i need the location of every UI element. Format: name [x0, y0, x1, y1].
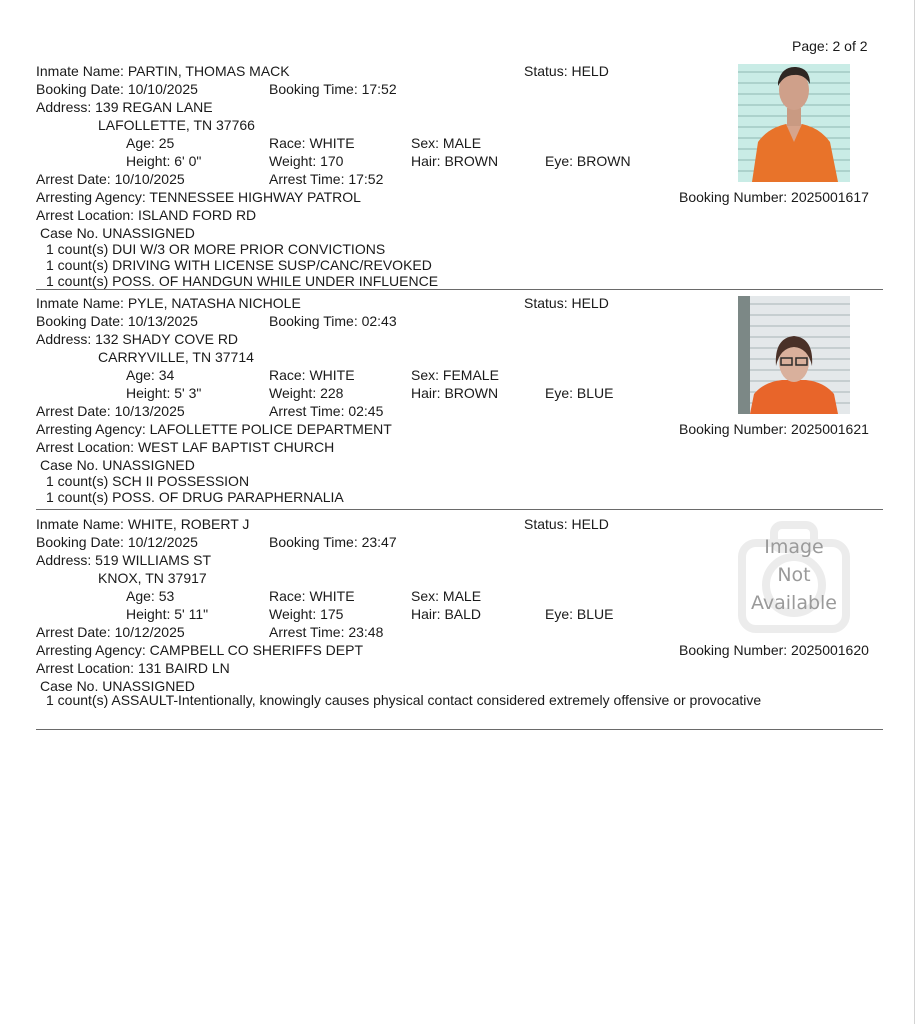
status: Status: HELD — [524, 516, 609, 532]
sex: Sex: MALE — [411, 588, 482, 604]
race: Race: WHITE — [269, 588, 355, 604]
inmate-name: Inmate Name: WHITE, ROBERT J — [36, 516, 250, 532]
arrest-location: Arrest Location: 131 BAIRD LN — [36, 660, 230, 676]
age: Age: 53 — [126, 588, 175, 604]
placeholder-text: Image — [764, 536, 824, 558]
charge: 1 count(s) SCH II POSSESSION — [46, 473, 250, 489]
address-line1: Address: 132 SHADY COVE RD — [36, 331, 239, 347]
booking-time: Booking Time: 23:47 — [269, 534, 397, 550]
booking-number: Booking Number: 2025001621 — [679, 421, 869, 437]
image-not-available-placeholder — [738, 517, 850, 635]
arresting-agency: Arresting Agency: TENNESSEE HIGHWAY PATROL — [36, 189, 361, 205]
race: Race: WHITE — [269, 367, 355, 383]
placeholder-text: Not — [777, 564, 811, 586]
sex: Sex: FEMALE — [411, 367, 499, 383]
height: Height: 5' 3" — [126, 385, 202, 401]
charge: 1 count(s) POSS. OF DRUG PARAPHERNALIA — [46, 489, 344, 505]
booking-number: Booking Number: 2025001620 — [679, 642, 869, 658]
arrest-time: Arrest Time: 17:52 — [269, 171, 384, 187]
status: Status: HELD — [524, 295, 609, 311]
hair: Hair: BROWN — [411, 153, 499, 169]
placeholder-text: Available — [750, 592, 837, 614]
address-line1: Address: 519 WILLIAMS ST — [36, 552, 212, 568]
age: Age: 25 — [126, 135, 175, 151]
arrest-time: Arrest Time: 23:48 — [269, 624, 384, 640]
arrest-time: Arrest Time: 02:45 — [269, 403, 384, 419]
charge: 1 count(s) DUI W/3 OR MORE PRIOR CONVICTIONS — [46, 241, 386, 257]
booking-date: Booking Date: 10/10/2025 — [36, 81, 198, 97]
case-number: Case No. UNASSIGNED — [40, 678, 195, 694]
case-number: Case No. UNASSIGNED — [40, 457, 195, 473]
eye: Eye: BROWN — [545, 153, 631, 169]
page-edge — [914, 0, 915, 1024]
record-divider — [36, 509, 883, 510]
booking-date: Booking Date: 10/12/2025 — [36, 534, 198, 550]
address-line2: CARRYVILLE, TN 37714 — [98, 349, 254, 365]
arrest-location: Arrest Location: ISLAND FORD RD — [36, 207, 257, 223]
arrest-date: Arrest Date: 10/10/2025 — [36, 171, 185, 187]
weight: Weight: 175 — [269, 606, 344, 622]
age: Age: 34 — [126, 367, 175, 383]
booking-date: Booking Date: 10/13/2025 — [36, 313, 198, 329]
weight: Weight: 228 — [269, 385, 344, 401]
arrest-date: Arrest Date: 10/12/2025 — [36, 624, 185, 640]
address-line1: Address: 139 REGAN LANE — [36, 99, 213, 115]
race: Race: WHITE — [269, 135, 355, 151]
arrest-location: Arrest Location: WEST LAF BAPTIST CHURCH — [36, 439, 335, 455]
address-line2: LAFOLLETTE, TN 37766 — [98, 117, 255, 133]
eye: Eye: BLUE — [545, 385, 614, 401]
record-divider — [36, 289, 883, 290]
booking-time: Booking Time: 17:52 — [269, 81, 397, 97]
charge: 1 count(s) ASSAULT-Intentionally, knowingly causes physical contact considered extremely offensive or provocative — [46, 692, 762, 708]
arresting-agency: Arresting Agency: LAFOLLETTE POLICE DEPARTMENT — [36, 421, 392, 437]
status: Status: HELD — [524, 63, 609, 79]
height: Height: 5' 11" — [126, 606, 209, 622]
hair: Hair: BALD — [411, 606, 482, 622]
inmate-name: Inmate Name: PYLE, NATASHA NICHOLE — [36, 295, 301, 311]
weight: Weight: 170 — [269, 153, 344, 169]
arresting-agency: Arresting Agency: CAMPBELL CO SHERIFFS DEPT — [36, 642, 364, 658]
sex: Sex: MALE — [411, 135, 482, 151]
charge: 1 count(s) POSS. OF HANDGUN WHILE UNDER INFLUENCE — [46, 273, 439, 289]
page-number: Page: 2 of 2 — [792, 38, 868, 54]
booking-number: Booking Number: 2025001617 — [679, 189, 869, 205]
inmate-name: Inmate Name: PARTIN, THOMAS MACK — [36, 63, 290, 79]
mugshot-photo — [738, 296, 850, 414]
case-number: Case No. UNASSIGNED — [40, 225, 195, 241]
height: Height: 6' 0" — [126, 153, 202, 169]
charge: 1 count(s) DRIVING WITH LICENSE SUSP/CANC/REVOKED — [46, 257, 432, 273]
hair: Hair: BROWN — [411, 385, 499, 401]
address-line2: KNOX, TN 37917 — [98, 570, 207, 586]
mugshot-photo — [738, 64, 850, 182]
arrest-date: Arrest Date: 10/13/2025 — [36, 403, 185, 419]
booking-time: Booking Time: 02:43 — [269, 313, 397, 329]
eye: Eye: BLUE — [545, 606, 614, 622]
record-divider — [36, 729, 883, 730]
